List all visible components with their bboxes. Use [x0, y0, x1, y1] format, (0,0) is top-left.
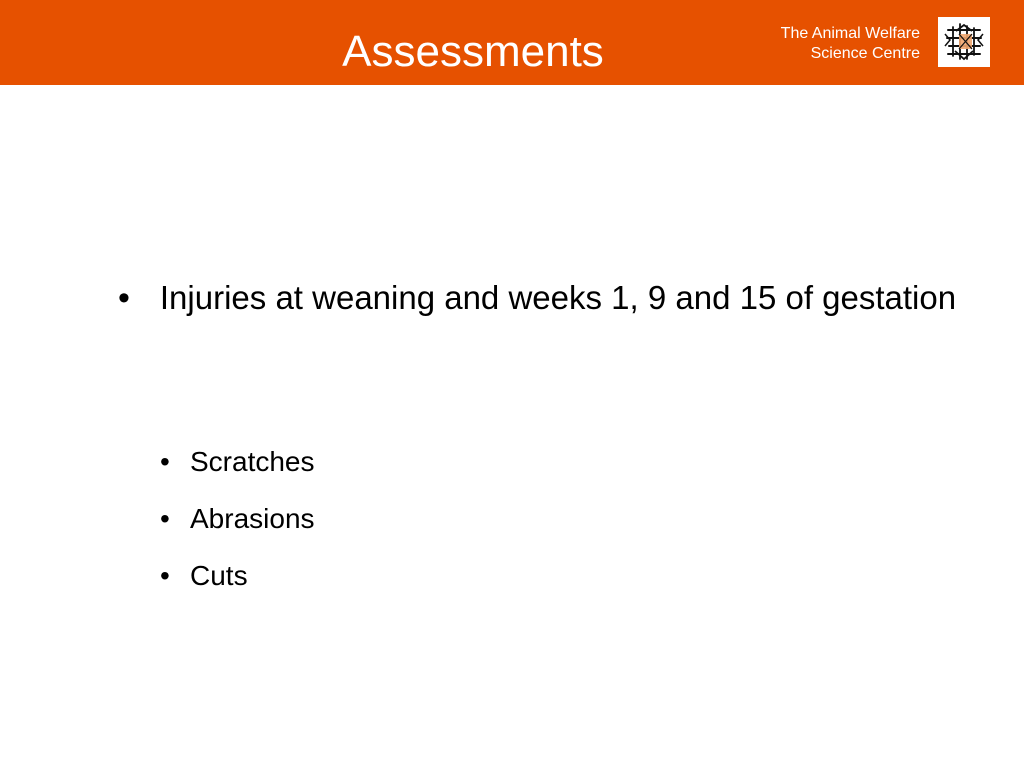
- sub-bullet-scratches: [160, 445, 315, 479]
- sub-bullet-icon: •: [160, 446, 170, 477]
- main-bullet-text: Injuries at weaning and weeks 1, 9 and 15 of gestation: [159, 279, 957, 316]
- sub-bullet-text: Scratches: [190, 446, 315, 477]
- slide-header: [0, 0, 1024, 85]
- sub-bullet-icon: •: [160, 560, 170, 591]
- main-bullet-icon: •: [118, 279, 130, 317]
- organization-line-1: The Animal Welfare: [780, 25, 920, 42]
- sub-bullet-text: Abrasions: [190, 503, 315, 534]
- sub-bullet-cuts: [160, 559, 248, 593]
- organization-line-2: Science Centre: [810, 45, 920, 62]
- sub-bullet-icon: •: [160, 503, 170, 534]
- sub-bullet-text: Cuts: [190, 560, 248, 591]
- main-bullet-item: [118, 275, 968, 321]
- slide-title: Assessments: [342, 27, 604, 76]
- sub-bullet-abrasions: [160, 502, 315, 536]
- organization-name: [781, 24, 920, 64]
- animal-welfare-logo-icon: [938, 17, 990, 67]
- slide-body: [0, 85, 1024, 768]
